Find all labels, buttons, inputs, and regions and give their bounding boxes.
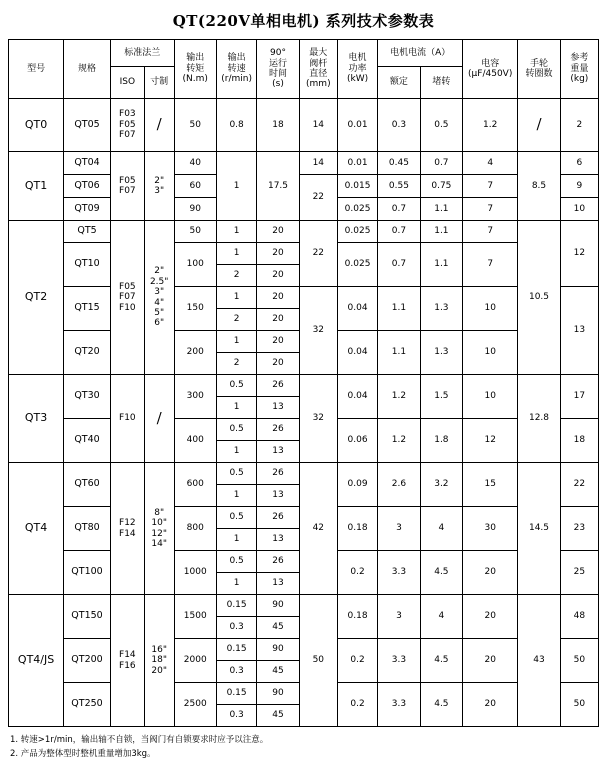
spec-table [8, 39, 599, 727]
cell-time: 20 [257, 287, 299, 309]
cell-flange-iso: F03 F05 F07 [110, 99, 144, 152]
cell-power: 0.2 [337, 683, 377, 727]
table-row [9, 152, 599, 175]
cell-speed: 0.15 [216, 683, 256, 705]
cell-spec: QT10 [64, 243, 111, 287]
cell-time: 26 [257, 463, 299, 485]
cell-power: 0.09 [337, 463, 377, 507]
cell-weight: 2 [560, 99, 598, 152]
cell-power: 0.06 [337, 419, 377, 463]
cell-power: 0.025 [337, 198, 377, 221]
cell-power: 0.04 [337, 375, 377, 419]
cell-rated: 0.3 [378, 99, 420, 152]
cell-speed: 2 [216, 353, 256, 375]
cell-stall: 1.1 [420, 221, 462, 243]
cell-time: 20 [257, 221, 299, 243]
cell-spec: QT250 [64, 683, 111, 727]
cell-speed: 1 [216, 331, 256, 353]
footnote-2: 2. 产品为整体型时整机重量增加3kg。 [10, 748, 156, 759]
cell-model: QT2 [9, 221, 64, 375]
cell-model: QT4 [9, 463, 64, 595]
cell-speed: 0.5 [216, 551, 256, 573]
header-capacitor: 电容 (μF/450V) [463, 40, 518, 99]
cell-weight: 25 [560, 551, 598, 595]
header-motor-power: 电机 功率 (kW) [337, 40, 377, 99]
cell-weight: 6 [560, 152, 598, 175]
cell-cap: 20 [463, 683, 518, 727]
cell-cap: 7 [463, 243, 518, 287]
cell-cap: 4 [463, 152, 518, 175]
header-handwheel-turns: 手轮 转圈数 [518, 40, 560, 99]
cell-rated: 3 [378, 507, 420, 551]
cell-stall: 4.5 [420, 683, 462, 727]
cell-time: 13 [257, 529, 299, 551]
cell-flange-iso: F05 F07 [110, 152, 144, 221]
cell-time: 26 [257, 551, 299, 573]
cell-rated: 3.3 [378, 683, 420, 727]
cell-weight: 50 [560, 683, 598, 727]
cell-weight: 22 [560, 463, 598, 507]
cell-power: 0.04 [337, 287, 377, 331]
cell-time: 20 [257, 243, 299, 265]
cell-rated: 3.3 [378, 551, 420, 595]
cell-stall: 3.2 [420, 463, 462, 507]
cell-stall: 0.75 [420, 175, 462, 198]
cell-handwheel: 8.5 [518, 152, 560, 221]
cell-speed: 1 [216, 152, 256, 221]
cell-speed: 1 [216, 441, 256, 463]
cell-handwheel: 43 [518, 595, 560, 727]
cell-time: 20 [257, 309, 299, 331]
cell-torque: 200 [174, 331, 216, 375]
cell-cap: 7 [463, 198, 518, 221]
cell-stall: 4.5 [420, 639, 462, 683]
cell-stem: 14 [299, 99, 337, 152]
cell-weight: 9 [560, 175, 598, 198]
header-model: 型号 [9, 40, 64, 99]
cell-time: 45 [257, 661, 299, 683]
cell-time: 20 [257, 265, 299, 287]
cell-stall: 1.1 [420, 243, 462, 287]
cell-time: 26 [257, 507, 299, 529]
cell-speed: 0.3 [216, 705, 256, 727]
cell-speed: 1 [216, 397, 256, 419]
cell-speed: 0.3 [216, 661, 256, 683]
header-output-speed: 输出 转速 (r/min) [216, 40, 256, 99]
cell-torque: 50 [174, 221, 216, 243]
table-row [9, 221, 599, 243]
cell-model: QT4/JS [9, 595, 64, 727]
cell-spec: QT60 [64, 463, 111, 507]
cell-weight: 17 [560, 375, 598, 419]
cell-time: 17.5 [257, 152, 299, 221]
cell-rated: 1.1 [378, 287, 420, 331]
cell-model: QT1 [9, 152, 64, 221]
cell-stem: 22 [299, 175, 337, 221]
cell-power: 0.025 [337, 243, 377, 287]
cell-cap: 20 [463, 595, 518, 639]
cell-time: 26 [257, 375, 299, 397]
cell-model: QT0 [9, 99, 64, 152]
cell-time: 26 [257, 419, 299, 441]
cell-stem: 22 [299, 221, 337, 287]
cell-torque: 60 [174, 175, 216, 198]
cell-stem: 50 [299, 595, 337, 727]
cell-handwheel: 10.5 [518, 221, 560, 375]
cell-torque: 400 [174, 419, 216, 463]
cell-time: 13 [257, 441, 299, 463]
cell-weight: 10 [560, 198, 598, 221]
table-row [9, 463, 599, 485]
cell-flange-iso: F10 [110, 375, 144, 463]
cell-time: 90 [257, 683, 299, 705]
cell-spec: QT80 [64, 507, 111, 551]
cell-weight: 50 [560, 639, 598, 683]
table-row [9, 287, 599, 309]
table-row [9, 595, 599, 617]
cell-time: 13 [257, 485, 299, 507]
cell-power: 0.2 [337, 639, 377, 683]
cell-power: 0.015 [337, 175, 377, 198]
cell-stall: 0.5 [420, 99, 462, 152]
cell-speed: 1 [216, 529, 256, 551]
header-spec: 规格 [64, 40, 111, 99]
cell-time: 20 [257, 331, 299, 353]
cell-speed: 0.5 [216, 507, 256, 529]
cell-speed: 0.5 [216, 375, 256, 397]
cell-power: 0.2 [337, 551, 377, 595]
cell-torque: 90 [174, 198, 216, 221]
cell-spec: QT5 [64, 221, 111, 243]
cell-handwheel: / [518, 99, 560, 152]
cell-torque: 1000 [174, 551, 216, 595]
cell-torque: 800 [174, 507, 216, 551]
header-stem-diameter: 最大 阀杆 直径 (mm) [299, 40, 337, 99]
cell-spec: QT15 [64, 287, 111, 331]
cell-torque: 100 [174, 243, 216, 287]
cell-power: 0.04 [337, 331, 377, 375]
header-current-rated: 额定 [378, 67, 420, 99]
page-title: QT(220V单相电机) 系列技术参数表 [172, 12, 435, 30]
cell-spec: QT100 [64, 551, 111, 595]
cell-cap: 20 [463, 639, 518, 683]
cell-speed: 0.3 [216, 617, 256, 639]
cell-stem: 42 [299, 463, 337, 595]
cell-time: 45 [257, 705, 299, 727]
cell-rated: 1.2 [378, 419, 420, 463]
cell-weight: 18 [560, 419, 598, 463]
cell-torque: 300 [174, 375, 216, 419]
cell-cap: 20 [463, 551, 518, 595]
cell-stall: 1.1 [420, 198, 462, 221]
cell-rated: 1.2 [378, 375, 420, 419]
cell-cap: 7 [463, 175, 518, 198]
cell-spec: QT05 [64, 99, 111, 152]
cell-torque: 2500 [174, 683, 216, 727]
cell-cap: 30 [463, 507, 518, 551]
cell-rated: 3.3 [378, 639, 420, 683]
cell-spec: QT150 [64, 595, 111, 639]
cell-rated: 0.7 [378, 198, 420, 221]
cell-handwheel: 14.5 [518, 463, 560, 595]
footnote-1: 1. 转速>1r/min，输出轴不自锁，当阀门有自锁要求时应予以注意。 [10, 735, 269, 745]
cell-handwheel: 12.8 [518, 375, 560, 463]
cell-weight: 12 [560, 221, 598, 287]
cell-stem: 32 [299, 375, 337, 463]
cell-spec: QT09 [64, 198, 111, 221]
cell-stall: 1.5 [420, 375, 462, 419]
cell-flange-inch: / [144, 375, 174, 463]
cell-speed: 1 [216, 287, 256, 309]
table-row [9, 375, 599, 397]
cell-torque: 600 [174, 463, 216, 507]
cell-weight: 13 [560, 287, 598, 375]
header-current-stall: 堵转 [420, 67, 462, 99]
cell-speed: 1 [216, 573, 256, 595]
cell-power: 0.025 [337, 221, 377, 243]
cell-spec: QT06 [64, 175, 111, 198]
cell-stall: 4 [420, 595, 462, 639]
cell-time: 13 [257, 397, 299, 419]
cell-speed: 0.15 [216, 639, 256, 661]
cell-time: 45 [257, 617, 299, 639]
cell-stall: 4.5 [420, 551, 462, 595]
cell-speed: 0.8 [216, 99, 256, 152]
table-row [9, 175, 599, 198]
cell-cap: 7 [463, 221, 518, 243]
cell-power: 0.18 [337, 507, 377, 551]
cell-speed: 1 [216, 243, 256, 265]
cell-weight: 23 [560, 507, 598, 551]
cell-rated: 0.45 [378, 152, 420, 175]
cell-weight: 48 [560, 595, 598, 639]
cell-stall: 1.3 [420, 331, 462, 375]
cell-rated: 0.7 [378, 243, 420, 287]
cell-rated: 2.6 [378, 463, 420, 507]
cell-speed: 1 [216, 221, 256, 243]
header-flange-inch: 寸制 [144, 67, 174, 99]
cell-rated: 1.1 [378, 331, 420, 375]
cell-flange-iso: F05 F07 F10 [110, 221, 144, 375]
cell-time: 13 [257, 573, 299, 595]
cell-flange-inch: 16" 18" 20" [144, 595, 174, 727]
cell-spec: QT30 [64, 375, 111, 419]
cell-flange-inch: 2" 2.5" 3" 4" 5" 6" [144, 221, 174, 375]
cell-torque: 150 [174, 287, 216, 331]
cell-flange-iso: F12 F14 [110, 463, 144, 595]
cell-rated: 0.55 [378, 175, 420, 198]
cell-speed: 0.5 [216, 463, 256, 485]
cell-stall: 1.3 [420, 287, 462, 331]
cell-time: 18 [257, 99, 299, 152]
cell-cap: 12 [463, 419, 518, 463]
table-row [9, 99, 599, 152]
cell-power: 0.01 [337, 99, 377, 152]
cell-time: 90 [257, 639, 299, 661]
cell-stem: 32 [299, 287, 337, 375]
cell-stall: 1.8 [420, 419, 462, 463]
cell-power: 0.01 [337, 152, 377, 175]
cell-stem: 14 [299, 152, 337, 175]
footnotes [8, 734, 599, 761]
header-run-time: 90° 运行 时间 (s) [257, 40, 299, 99]
cell-speed: 0.5 [216, 419, 256, 441]
cell-spec: QT200 [64, 639, 111, 683]
cell-speed: 2 [216, 265, 256, 287]
cell-flange-inch: / [144, 99, 174, 152]
cell-torque: 50 [174, 99, 216, 152]
cell-rated: 3 [378, 595, 420, 639]
cell-torque: 1500 [174, 595, 216, 639]
cell-cap: 10 [463, 287, 518, 331]
cell-time: 20 [257, 353, 299, 375]
cell-flange-inch: 2" 3" [144, 152, 174, 221]
cell-model: QT3 [9, 375, 64, 463]
cell-spec: QT04 [64, 152, 111, 175]
cell-spec: QT20 [64, 331, 111, 375]
cell-spec: QT40 [64, 419, 111, 463]
cell-cap: 15 [463, 463, 518, 507]
cell-flange-inch: 8" 10" 12" 14" [144, 463, 174, 595]
cell-torque: 2000 [174, 639, 216, 683]
cell-time: 90 [257, 595, 299, 617]
cell-stall: 4 [420, 507, 462, 551]
header-motor-current-group: 电机电流（A） [378, 40, 463, 67]
cell-speed: 0.15 [216, 595, 256, 617]
cell-cap: 10 [463, 375, 518, 419]
header-flange-group: 标准法兰 [110, 40, 174, 67]
cell-rated: 0.7 [378, 221, 420, 243]
cell-cap: 1.2 [463, 99, 518, 152]
header-output-torque: 输出 转矩 (N.m) [174, 40, 216, 99]
cell-torque: 40 [174, 152, 216, 175]
cell-cap: 10 [463, 331, 518, 375]
cell-stall: 0.7 [420, 152, 462, 175]
table-header-row [9, 40, 599, 67]
cell-speed: 1 [216, 485, 256, 507]
cell-flange-iso: F14 F16 [110, 595, 144, 727]
header-weight: 参考 重量 (kg) [560, 40, 598, 99]
header-flange-iso: ISO [110, 67, 144, 99]
cell-speed: 2 [216, 309, 256, 331]
cell-power: 0.18 [337, 595, 377, 639]
